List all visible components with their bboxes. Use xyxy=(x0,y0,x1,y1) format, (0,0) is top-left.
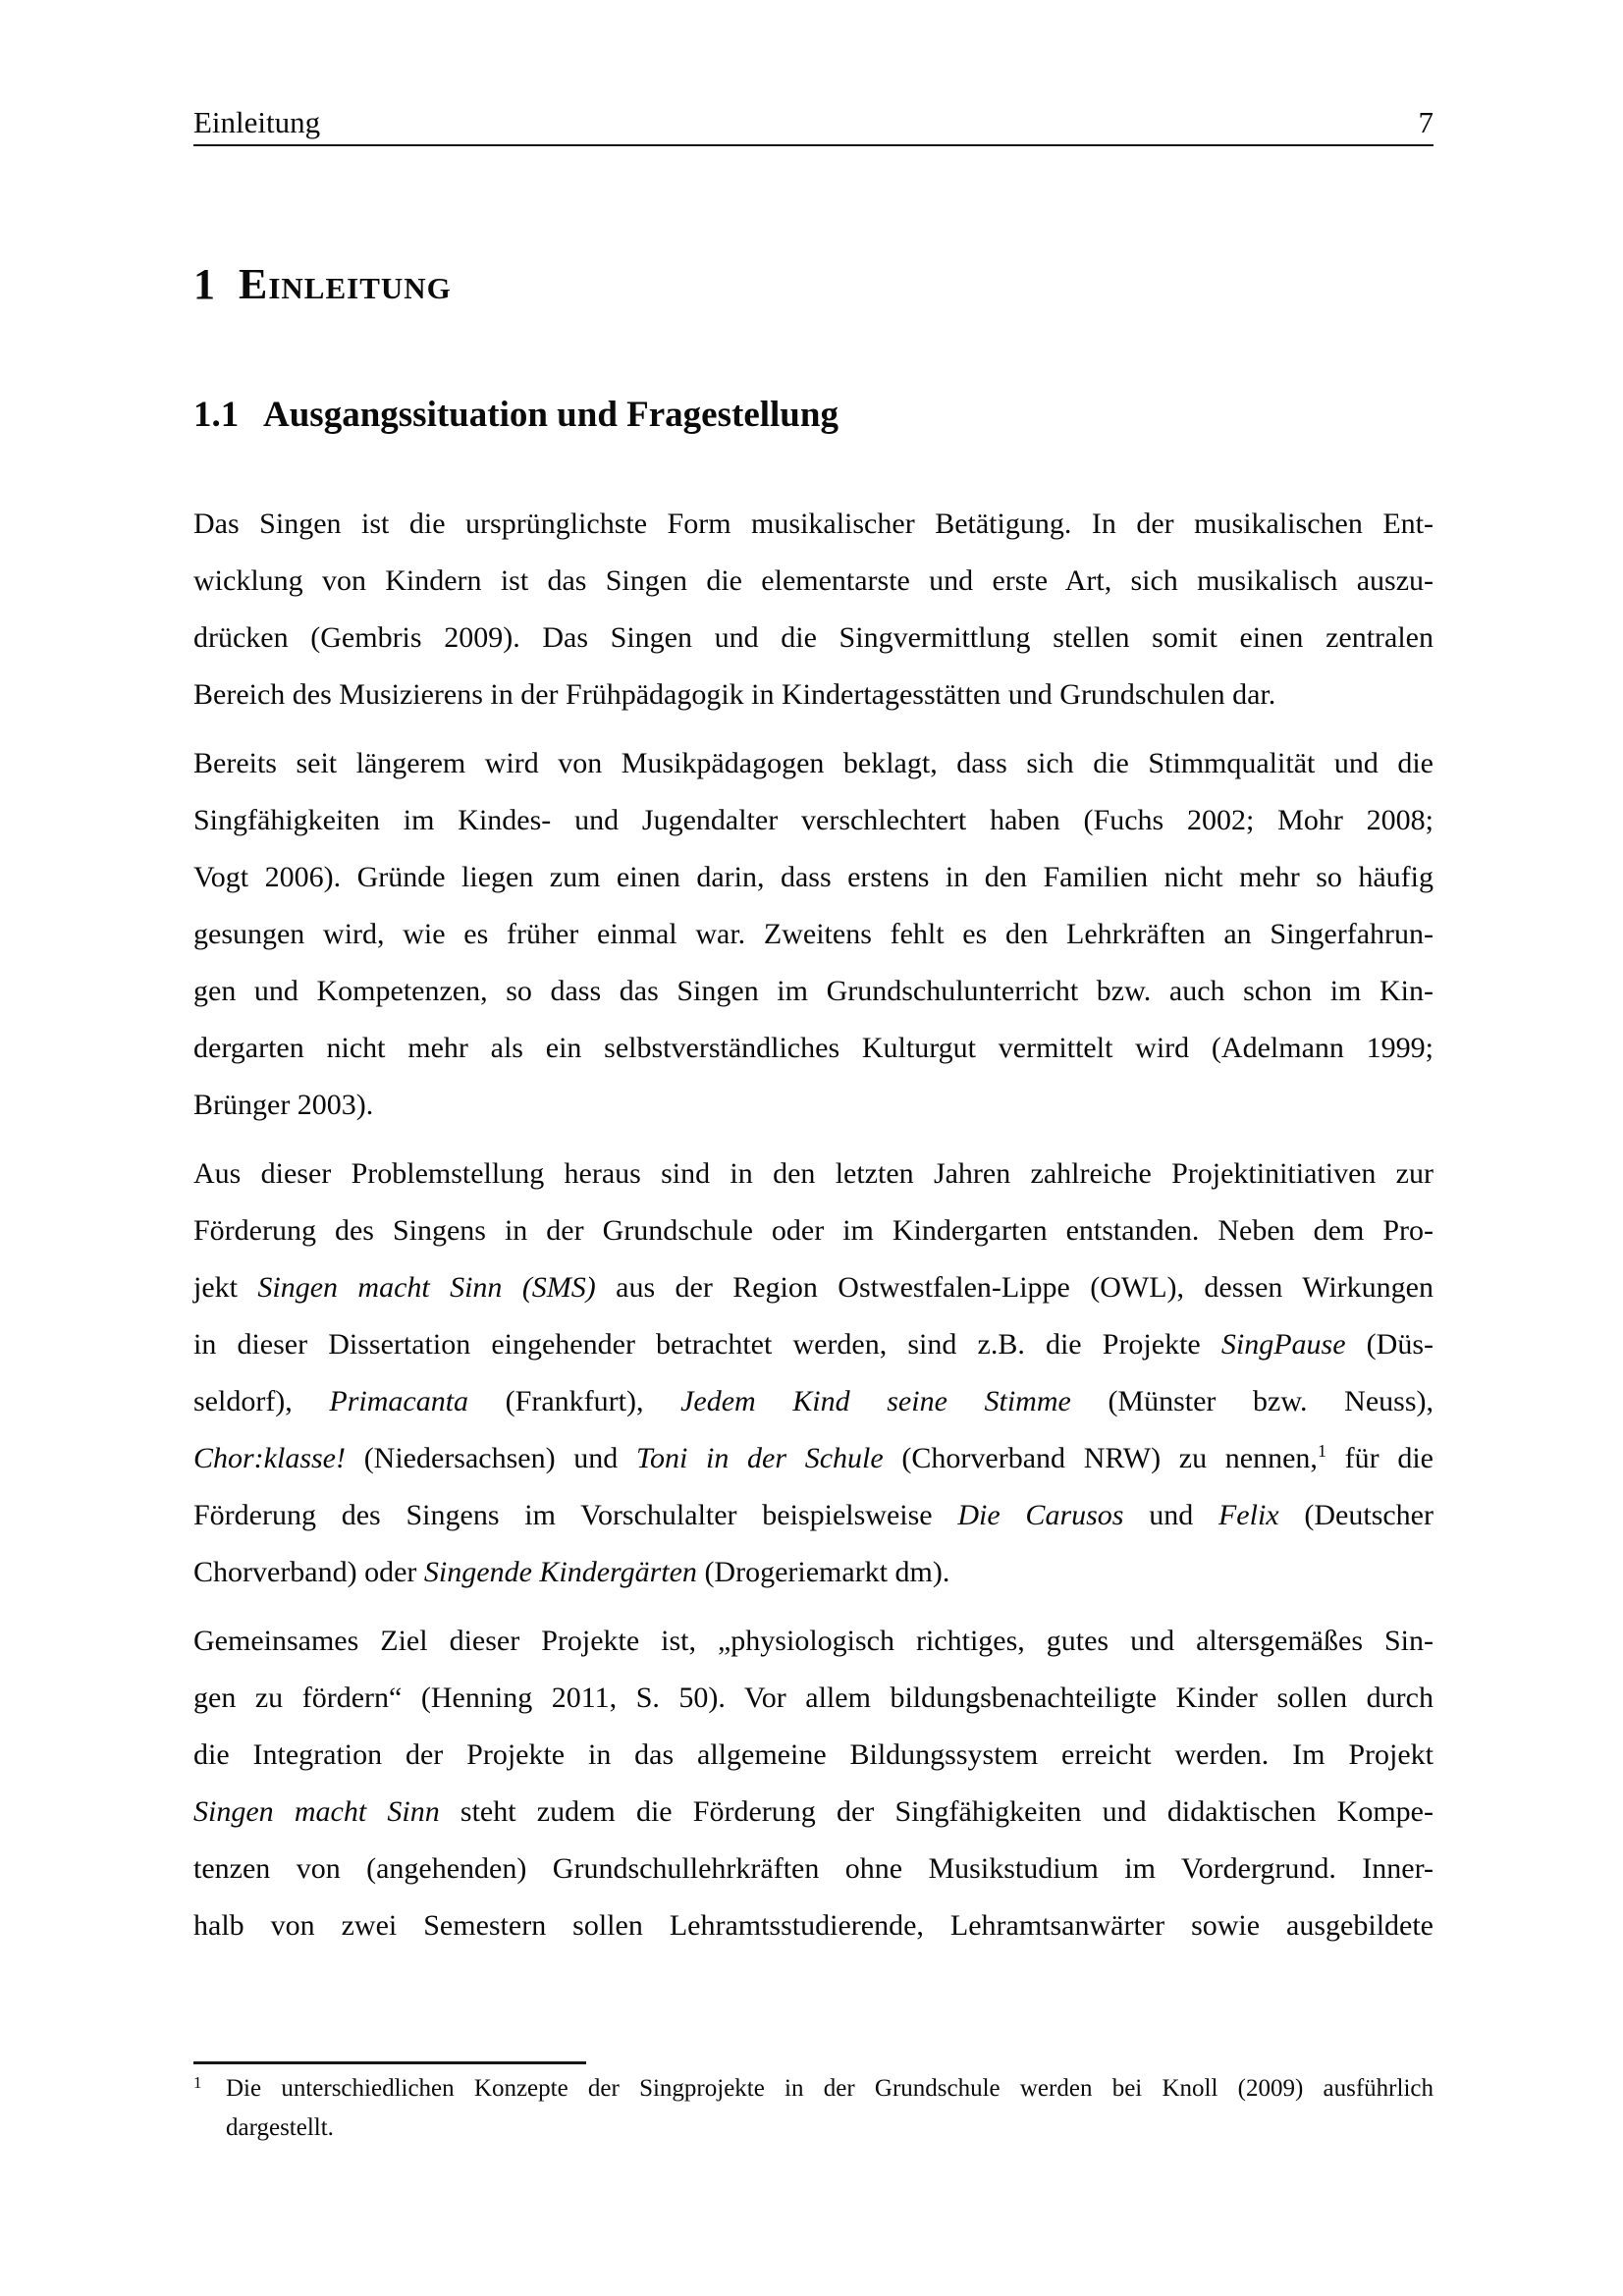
text-line xyxy=(193,1020,1434,1077)
text-segment: Das Singen ist die ursprünglichste Form musikalischer Betätigung. In der musikalischen Ent- xyxy=(193,507,1434,540)
text-segment: (Deutscher xyxy=(1278,1499,1434,1531)
text-segment: die Integration der Projekte in das allgemeine Bildungssystem erreicht werden. Im Projekt xyxy=(193,1738,1434,1771)
paragraph xyxy=(193,1146,1434,1601)
chapter-number: 1 xyxy=(193,260,215,308)
italic-text: Chor:klasse! xyxy=(193,1442,346,1474)
text-line xyxy=(193,906,1434,963)
text-segment: Gemeinsames Ziel dieser Projekte ist, „physiologisch richtiges, gutes und altersgemäßes Sin- xyxy=(193,1625,1434,1657)
text-segment: Aus dieser Problemstellung heraus sind in den letzten Jahren zahlreiche Projektinitiativen zur xyxy=(193,1157,1434,1190)
text-line xyxy=(193,1727,1434,1784)
text-line xyxy=(193,553,1434,610)
text-line xyxy=(193,849,1434,906)
footnote-reference: 1 xyxy=(1317,1441,1326,1461)
text-line xyxy=(193,1841,1434,1897)
text-line xyxy=(193,1544,1434,1601)
text-segment: (Drogeriemarkt dm). xyxy=(696,1556,950,1588)
text-segment: und xyxy=(1123,1499,1218,1531)
text-line xyxy=(193,1430,1434,1487)
text-segment: Förderung des Singens im Vorschulalter beispielsweise xyxy=(193,1499,958,1531)
text-line xyxy=(193,1487,1434,1544)
footnote-separator xyxy=(193,2061,586,2064)
text-segment: (Niedersachsen) und xyxy=(345,1442,637,1474)
section-title: Ausgangssituation und Fragestellung xyxy=(263,395,839,435)
text-segment: Vogt 2006). Gründe liegen zum einen darin, dass erstens in den Familien nicht mehr so häufig xyxy=(193,861,1434,893)
text-line xyxy=(193,1613,1434,1670)
text-segment: gesungen wird, wie es früher einmal war. Zweitens fehlt es den Lehrkräften an Singerfahrun- xyxy=(193,918,1434,950)
text-segment: in dieser Dissertation eingehender betrachtet werden, sind z.B. die Projekte xyxy=(193,1328,1221,1361)
chapter-title: Einleitung xyxy=(239,260,452,308)
italic-text: Singen macht Sinn (SMS) xyxy=(257,1271,596,1304)
chapter-heading xyxy=(193,261,452,308)
header-page-number: 7 xyxy=(1418,105,1434,139)
text-line xyxy=(193,1897,1434,1954)
italic-text: Singen macht Sinn xyxy=(193,1795,440,1828)
text-segment: Bereich des Musizierens in der Frühpädagogik in Kindertagesstätten und Grundschulen dar. xyxy=(193,678,1276,711)
text-segment: Singfähigkeiten im Kindes- und Jugendalter verschlechtert haben (Fuchs 2002; Mohr 2008; xyxy=(193,804,1434,836)
text-line xyxy=(193,1316,1434,1373)
text-line xyxy=(193,1373,1434,1430)
text-segment: (Chorverband NRW) zu nennen, xyxy=(883,1442,1318,1474)
text-segment: steht zudem die Förderung der Singfähigkeiten und didaktischen Kompe- xyxy=(439,1795,1434,1828)
text-segment: wicklung von Kindern ist das Singen die elementarste und erste Art, sich musikalisch auszu- xyxy=(193,564,1434,597)
text-segment: Chorverband) oder xyxy=(193,1556,424,1588)
text-segment: drücken (Gembris 2009). Das Singen und die Singvermittlung stellen somit einen zentralen xyxy=(193,621,1434,654)
body-text xyxy=(193,496,1434,1966)
footnote-text-line-1 xyxy=(193,2070,1434,2109)
footnote-text-line-2: dargestellt. xyxy=(226,2114,334,2141)
header-section-label: Einleitung xyxy=(193,105,321,139)
text-segment: (Düs- xyxy=(1345,1328,1434,1361)
paragraph xyxy=(193,1613,1434,1954)
text-segment: (Münster bzw. Neuss), xyxy=(1070,1385,1434,1417)
italic-text: Singende Kindergärten xyxy=(423,1556,697,1588)
text-line xyxy=(193,1146,1434,1202)
text-segment: halb von zwei Semestern sollen Lehramtsstudierende, Lehramtsanwärter sowie ausgebildete xyxy=(193,1909,1434,1942)
italic-text: Felix xyxy=(1217,1499,1279,1531)
text-segment: gen zu fördern“ (Henning 2011, S. 50). Vor allem bildungsbenachteiligte Kinder sollen durch xyxy=(193,1682,1434,1714)
italic-text: Die Carusos xyxy=(957,1499,1124,1531)
section-number: 1.1 xyxy=(193,395,240,435)
text-line xyxy=(193,1202,1434,1259)
footnote-marker: 1 xyxy=(193,2073,202,2092)
text-line xyxy=(193,1077,1434,1134)
paragraph xyxy=(193,496,1434,723)
italic-text: Primacanta xyxy=(329,1385,469,1417)
text-segment: (Frankfurt), xyxy=(468,1385,681,1417)
text-line xyxy=(193,792,1434,849)
footnote-text: Die unterschiedlichen Konzepte der Singprojekte in der Grundschule werden bei Knoll (2009) ausführlich xyxy=(226,2075,1434,2102)
text-line xyxy=(193,735,1434,792)
text-line xyxy=(193,667,1434,723)
running-header xyxy=(193,104,1434,146)
italic-text: Jedem Kind seine Stimme xyxy=(680,1385,1071,1417)
text-segment: seldorf), xyxy=(193,1385,330,1417)
text-segment: für die xyxy=(1325,1442,1434,1474)
text-segment: gen und Kompetenzen, so dass das Singen im Grundschulunterricht bzw. auch schon im Kin- xyxy=(193,975,1434,1007)
section-heading xyxy=(193,393,839,438)
text-line xyxy=(193,610,1434,667)
text-segment: aus der Region Ostwestfalen-Lippe (OWL), dessen Wirkungen xyxy=(595,1271,1434,1304)
text-line xyxy=(193,1670,1434,1727)
text-line xyxy=(193,496,1434,553)
text-line xyxy=(193,1259,1434,1316)
text-segment: Bereits seit längerem wird von Musikpädagogen beklagt, dass sich die Stimmqualität und die xyxy=(193,747,1434,779)
paragraph xyxy=(193,735,1434,1134)
text-line xyxy=(193,1784,1434,1841)
text-segment: Brünger 2003). xyxy=(193,1089,374,1121)
text-segment: tenzen von (angehenden) Grundschullehrkräften ohne Musikstudium im Vordergrund. Inner- xyxy=(193,1852,1434,1885)
italic-text: SingPause xyxy=(1220,1328,1346,1361)
text-segment: jekt xyxy=(193,1271,258,1304)
text-segment: Förderung des Singens in der Grundschule oder im Kindergarten entstanden. Neben dem Pro- xyxy=(193,1214,1434,1247)
text-segment: dergarten nicht mehr als ein selbstverständliches Kulturgut vermittelt wird (Adelmann 1999; xyxy=(193,1032,1434,1064)
italic-text: Toni in der Schule xyxy=(636,1442,884,1474)
footnote xyxy=(193,2070,1434,2147)
text-line xyxy=(193,963,1434,1020)
